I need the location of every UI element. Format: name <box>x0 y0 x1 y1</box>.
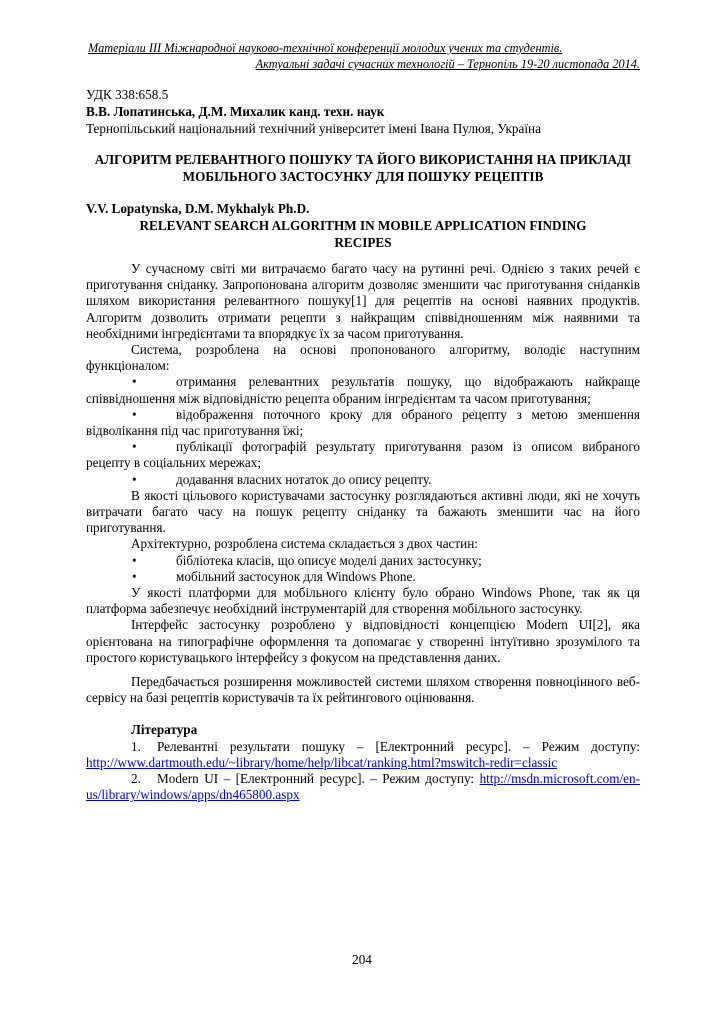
bullet-icon: • <box>132 552 137 568</box>
paragraph-7: Передбачається розширення можливостей системи шляхом створення повноцінного веб-сервісу на базі рецептів користувачів та їх рейтингового оцінювання. <box>86 674 640 706</box>
udk-code: УДК 338:658.5 <box>86 87 169 102</box>
list-item <box>86 374 640 406</box>
reference-link[interactable]: http://msdn.microsoft.com/en-us/library/windows/apps/dn465800.aspx <box>86 771 640 803</box>
reference-number: 1. <box>131 738 141 754</box>
page-number: 204 <box>352 952 372 967</box>
list-item-text: бібліотека класів, що описує моделі даних застосунку; <box>176 552 482 568</box>
paragraph-1: У сучасному світі ми витрачаємо багато часу на рутинні речі. Однією з таких речей є приготування сніданку. Запропонована алгоритм дозволяє зменшити час приготування сніданків шляхом використання релевантного пошуку[1] для рецептів на основі наявних продуктів. Алгоритм дозволить отримати рецепти з найкращим співвідношенням між наявними та необхідними інгредієнтами та впорядкує їх за часом приготування. <box>86 261 640 341</box>
list-item <box>86 407 640 439</box>
article-body <box>86 261 640 706</box>
title-ua: АЛГОРИТМ РЕЛЕВАНТНОГО ПОШУКУ ТА ЙОГО ВИКОРИСТАННЯ НА ПРИКЛАДІ МОБІЛЬНОГО ЗАСТОСУНКУ ДЛЯ ПОШУКУ РЕЦЕПТІВ <box>94 152 632 184</box>
list-item <box>86 553 640 569</box>
reference-number: 2. <box>131 771 141 787</box>
paragraph-5: У якості платформи для мобільного клієнту було обрано Windows Phone, так як ця платформа забезпечує необхідний інструментарій для створення мобільного застосунку. <box>86 585 640 617</box>
header-line-2: Актуальні задачі сучасних технологій – Тернопіль 19-20 листопада 2014. <box>255 57 640 71</box>
bullet-icon: • <box>132 568 137 584</box>
reference-link[interactable]: http://www.dartmouth.edu/~library/home/help/libcat/ranking.html?mswitch-redir=classic <box>86 754 558 770</box>
authors-ua: В.В. Лопатинська, Д.М. Михалик канд. техн. наук <box>86 104 385 119</box>
reference-item <box>86 739 640 771</box>
list-item-text: відображення поточного кроку для обраного рецепту з метою зменшення відволікання під час приготування їжі; <box>86 406 640 439</box>
list-item-text: публікації фотографій результату приготування разом із описом вибраного рецепту в соціальних мережах; <box>86 439 640 471</box>
reference-text: Modern UI – [Електронний ресурс]. – Режим доступу: <box>157 771 480 787</box>
bullet-icon: • <box>132 471 137 487</box>
paragraph-4: Архітектурно, розроблена система складається з двох частин: <box>131 536 478 552</box>
paragraph-2: Система, розроблена на основі пропонованого алгоритму, володіє наступним функціоналом: <box>86 342 640 374</box>
list-item-text: додавання власних нотаток до опису рецепту. <box>176 471 432 487</box>
header-line-1: Матеріали ІІІ Міжнародної науково-технічної конференції молодих учених та студентів. <box>88 41 563 55</box>
list-item <box>86 472 640 488</box>
list-item <box>86 439 640 471</box>
references-title: Література <box>131 722 198 738</box>
paragraph-3: В якості цільового користувачами застосунку розглядаються активні люди, які не хочуть витрачати багато часу на пошук рецепту сніданку та бажають зменшити час на його приготування. <box>86 487 640 536</box>
paper-page <box>86 40 640 804</box>
list-item-text: мобільний застосунок для Windows Phone. <box>176 568 416 584</box>
conference-header <box>86 40 640 72</box>
authors-en: V.V. Lopatynska, D.M. Mykhalyk Ph.D. <box>86 201 310 216</box>
paragraph-6: Інтерфейс застосунку розроблено у відповідності концепцією Modern UI[2], яка орієнтована на типографічне оформлення та допомагає у створенні інтуїтивно зрозумілого та простого користувацького інтерфейсу з фокусом на представлення даних. <box>86 617 640 665</box>
bullet-icon: • <box>132 374 137 390</box>
reference-text: Релевантні результати пошуку – [Електронний ресурс]. – Режим доступу: <box>157 738 640 754</box>
references-section <box>86 722 640 803</box>
bullet-icon: • <box>132 439 137 455</box>
title-en: RELEVANT SEARCH ALGORITHM IN MOBILE APPLICATION FINDING RECIPES <box>139 218 587 250</box>
list-item <box>86 569 640 585</box>
affiliation: Тернопільський національний технічний університет імені Івана Пулюя, Україна <box>86 121 541 136</box>
bullet-icon: • <box>132 406 137 422</box>
list-item-text: отримання релевантних результатів пошуку, що відображають найкраще співвідношення між відповідністю рецепта обраним інгредієнтам та часом приготування; <box>86 374 640 406</box>
reference-item <box>86 771 640 803</box>
